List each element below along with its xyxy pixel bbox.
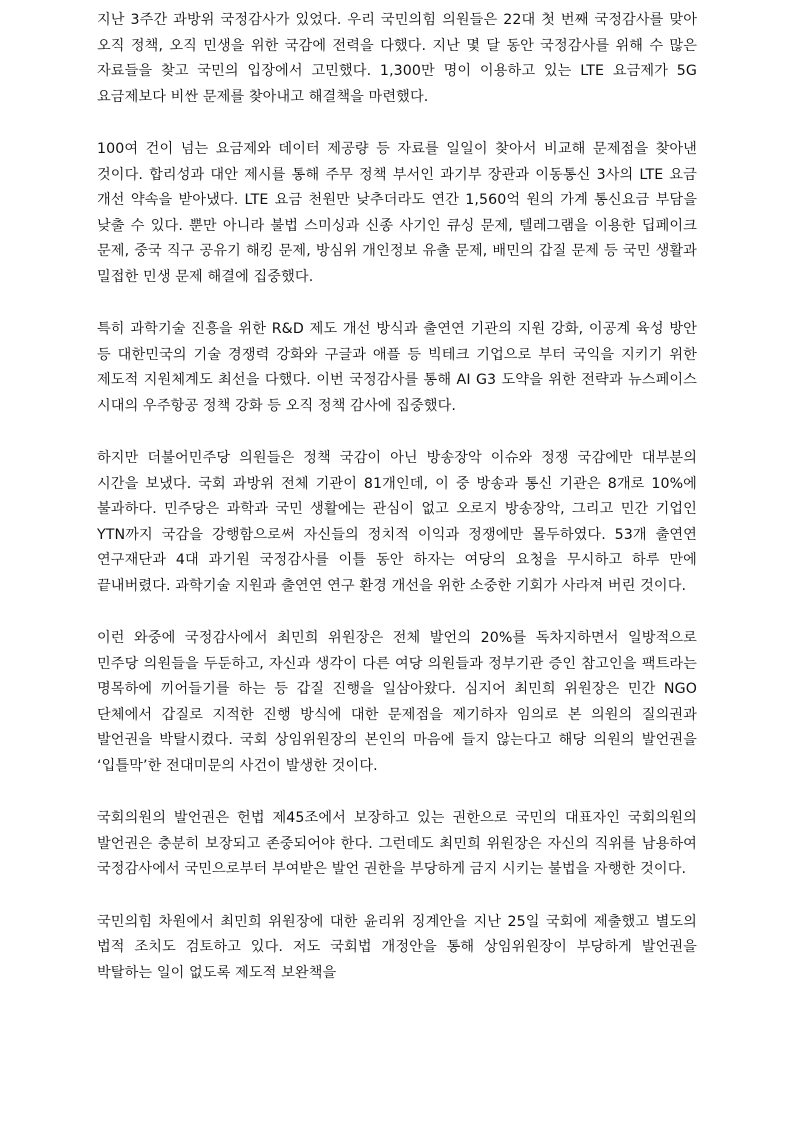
document-body [97, 8, 697, 1013]
paragraph-3: 특히 과학기술 진흥을 위한 R&D 제도 개선 방식과 출연연 기관의 지원 강화, 이공계 육성 방안 등 대한민국의 기술 경쟁력 강화와 구글과 애플 등 빅테크 기업으로 부터 국익을 지키기 위한 제도적 지원체계도 최선을 다했다. 이번 국정감사를 통해 AI G3 도약을 위한 전략과 뉴스페이스 시대의 우주항공 정책 강화 등 오직 정책 감사에 집중했다. [97, 321, 697, 414]
paragraph-6: 국회의원의 발언권은 헌법 제45조에서 보장하고 있는 권한으로 국민의 대표자인 국회의원의 발언권은 충분히 보장되고 존중되어야 한다. 그런데도 최민희 위원장은 자신의 직위를 남용하여 국정감사에서 국민으로부터 부여받은 발언 권한을 부당하게 금지 시키는 불법을 자행한 것이다. [97, 810, 697, 877]
paragraph-2: 100여 건이 넘는 요금제와 데이터 제공량 등 자료를 일일이 찾아서 비교해 문제점을 찾아낸 것이다. 합리성과 대안 제시를 통해 주무 정책 부서인 과기부 장관과 이동통신 3사의 LTE 요금 개선 약속을 받아냈다. LTE 요금 천원만 낮추더라도 연간 1,560억 원의 가계 통신요금 부담을 낮출 수 있다. 뿐만 아니라 불법 스미싱과 신종 사기인 큐싱 문제, 텔레그램을 이용한 딥페이크 문제, 중국 직구 공유기 해킹 문제, 방심위 개인정보 유출 문제, 배민의 갑질 문제 등 국민 생활과 밀접한 민생 문제 해결에 집중했다. [97, 141, 697, 285]
paragraph-7: 국민의힘 차원에서 최민희 위원장에 대한 윤리위 징계안을 지난 25일 국회에 제출했고 별도의 법적 조치도 검토하고 있다. 저도 국회법 개정안을 통해 상임위원장이 부당하게 발언권을 박탈하는 일이 없도록 제도적 보완책을 [97, 913, 697, 981]
paragraph-1: 지난 3주간 과방위 국정감사가 있었다. 우리 국민의힘 의원들은 22대 첫 번째 국정감사를 맞아 오직 정책, 오직 민생을 위한 국감에 전력을 다했다. 지난 몇 달 동안 국정감사를 위해 수 많은 자료들을 찾고 국민의 입장에서 고민했다. 1,300만 명이 이용하고 있는 LTE 요금제가 5G 요금제보다 비싼 문제를 찾아내고 해결책을 마련했다. [97, 12, 697, 105]
paragraph-4: 하지만 더불어민주당 의원들은 정책 국감이 아닌 방송장악 이슈와 정쟁 국감에만 대부분의 시간을 보냈다. 국회 과방위 전체 기관이 81개인데, 이 중 방송과 통신 기관은 8개로 10%에 불과하다. 민주당은 과학과 국민 생활에는 관심이 없고 오로지 방송장악, 그리고 민간 기업인 YTN까지 국감을 강행함으로써 자신들의 정치적 이익과 정쟁에만 몰두하였다. 53개 출연연 연구재단과 4대 과기원 국정감사를 이틀 동안 하자는 여당의 요청을 무시하고 하루 만에 끝내버렸다. 과학기술 지원과 출연연 연구 환경 개선을 위한 소중한 기회가 사라져 버린 것이다. [97, 450, 697, 594]
paragraph-5: 이런 와중에 국정감사에서 최민희 위원장은 전체 발언의 20%를 독차지하면서 일방적으로 민주당 의원들을 두둔하고, 자신과 생각이 다른 여당 의원들과 정부기관 증인 참고인을 팩트라는 명목하에 끼어들기를 하는 등 갑질 진행을 일삼아왔다. 심지어 최민희 위원장은 민간 NGO 단체에서 갑질로 지적한 진행 방식에 대한 문제점을 제기하자 임의로 본 의원의 질의권과 발언권을 박탈시켰다. 국회 상임위원장의 본인의 마음에 들지 않는다고 해당 의원의 발언권을 ‘입틀막’한 전대미문의 사건이 발생한 것이다. [97, 630, 697, 774]
